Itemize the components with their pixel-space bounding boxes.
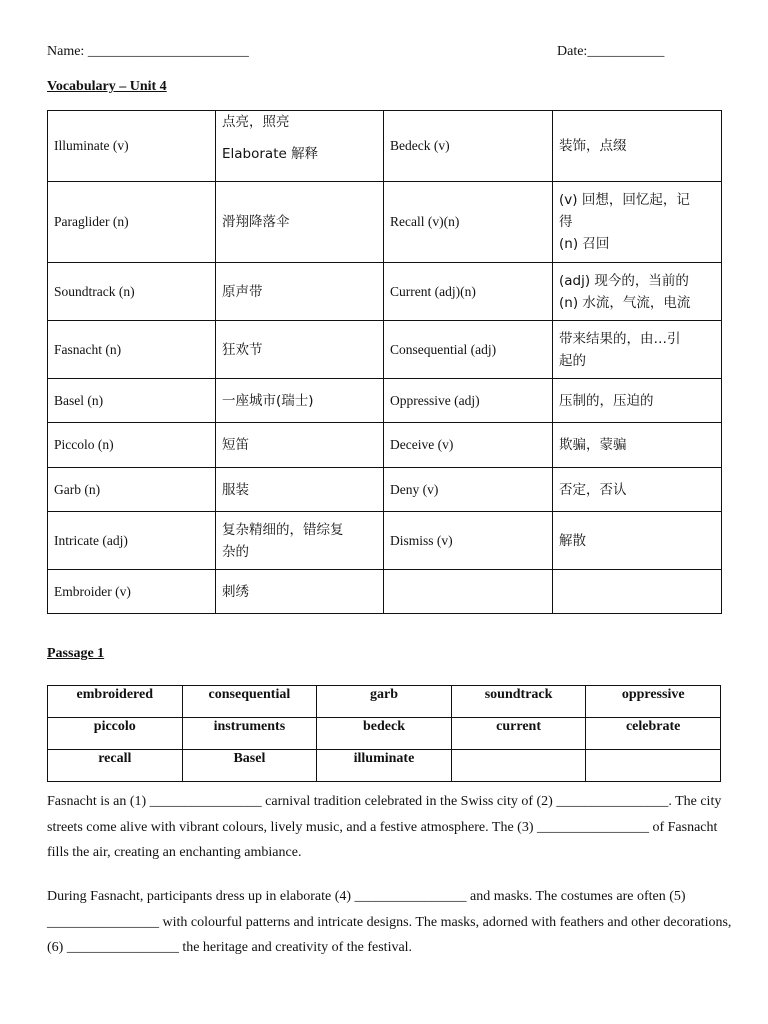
vocab-word: Fasnacht (n) [48,321,216,379]
meaning-line: Elaborate 解释 [222,146,319,162]
vocab-word: Embroider (v) [48,570,216,614]
vocab-meaning: 解散 [553,512,722,570]
vocab-word: Garb (n) [48,468,216,512]
table-row [48,263,722,321]
vocab-meaning: 短笛 [216,423,384,468]
vocab-meaning: 狂欢节 [216,321,384,379]
table-row [48,321,722,379]
table-row [48,182,722,263]
vocab-meaning: 否定，否认 [553,468,722,512]
vocab-meaning: 刺绣 [216,570,384,614]
vocab-word: Piccolo (n) [48,423,216,468]
vocab-meaning: 服装 [216,468,384,512]
table-row [48,570,722,614]
vocab-word: Oppressive (adj) [384,379,553,423]
word-bank-cell: current [451,718,586,750]
date-field: Date:___________ [557,44,665,59]
word-bank-cell: oppressive [586,686,721,718]
word-bank-cell: recall [48,750,183,782]
vocab-word: Illuminate (v) [48,111,216,182]
meaning-line: (adj) 现今的，当前的 [559,272,689,289]
meaning-line: 点亮，照亮 [222,114,290,130]
word-bank-table [47,685,721,782]
vocab-word: Deceive (v) [384,423,553,468]
word-bank-cell: consequential [182,686,317,718]
word-bank-cell [586,750,721,782]
vocab-meaning: 滑翔降落伞 [216,182,384,263]
meaning-line: 杂的 [222,543,249,560]
table-row [48,468,722,512]
vocab-meaning [553,182,722,263]
word-bank-cell: celebrate [586,718,721,750]
vocab-word: Soundtrack (n) [48,263,216,321]
table-row [48,750,721,782]
vocab-word: Paraglider (n) [48,182,216,263]
word-bank-cell: garb [317,686,452,718]
passage-paragraph: Fasnacht is an (1) ________________ carnival tradition celebrated in the Swiss city of (2) ________________. The city streets come alive with vibrant colours, lively music, and a festive atmosphere. The (3) ________________ of Fasnacht fills the air, creating an enchanting ambiance. [47,794,722,860]
vocab-word: Current (adj)(n) [384,263,553,321]
word-bank-cell: illuminate [317,750,452,782]
word-bank-cell: instruments [182,718,317,750]
table-row [48,423,722,468]
vocab-meaning: 压制的，压迫的 [553,379,722,423]
vocab-meaning [553,570,722,614]
vocab-word: Consequential (adj) [384,321,553,379]
vocab-word: Bedeck (v) [384,111,553,182]
table-row [48,686,721,718]
name-field: Name: _______________________ [47,44,249,59]
meaning-line: 起的 [559,352,586,369]
vocab-meaning: 装饰，点缀 [553,111,722,182]
vocabulary-table [47,110,722,614]
meaning-line: 带来结果的，由…引 [559,330,681,347]
meaning-line: 复杂精细的，错综复 [222,521,344,538]
table-row [48,111,722,182]
table-row [48,512,722,570]
table-row [48,379,722,423]
word-bank-cell: Basel [182,750,317,782]
meaning-line: (n) 召回 [559,236,610,252]
vocab-word: Dismiss (v) [384,512,553,570]
meaning-line: (n) 水流，气流，电流 [559,294,691,311]
meaning-line: 得 [559,214,573,230]
page-title: Vocabulary – Unit 4 [47,79,167,94]
word-bank-cell: embroidered [48,686,183,718]
vocab-meaning [553,263,722,321]
vocab-word: Intricate (adj) [48,512,216,570]
word-bank-cell: soundtrack [451,686,586,718]
vocab-word: Recall (v)(n) [384,182,553,263]
vocab-word: Basel (n) [48,379,216,423]
word-bank-cell: piccolo [48,718,183,750]
vocab-meaning [216,111,384,182]
meaning-line: (v) 回想，回忆起，记 [559,192,690,208]
table-row [48,718,721,750]
vocab-meaning: 原声带 [216,263,384,321]
vocab-meaning [216,512,384,570]
vocab-meaning: 欺骗，蒙骗 [553,423,722,468]
vocab-word: Deny (v) [384,468,553,512]
vocab-meaning: 一座城市(瑞士) [216,379,384,423]
vocab-word [384,570,553,614]
passage-title: Passage 1 [47,646,105,661]
vocab-meaning [553,321,722,379]
word-bank-cell: bedeck [317,718,452,750]
passage-paragraph: During Fasnacht, participants dress up in elaborate (4) ________________ and masks. The costumes are often (5) ________________ with colourful patterns and intricate designs. The masks, adorned with feathers and other decorations, (6) ________________ the heritage and creativity of the festival. [47,889,732,955]
word-bank-cell [451,750,586,782]
